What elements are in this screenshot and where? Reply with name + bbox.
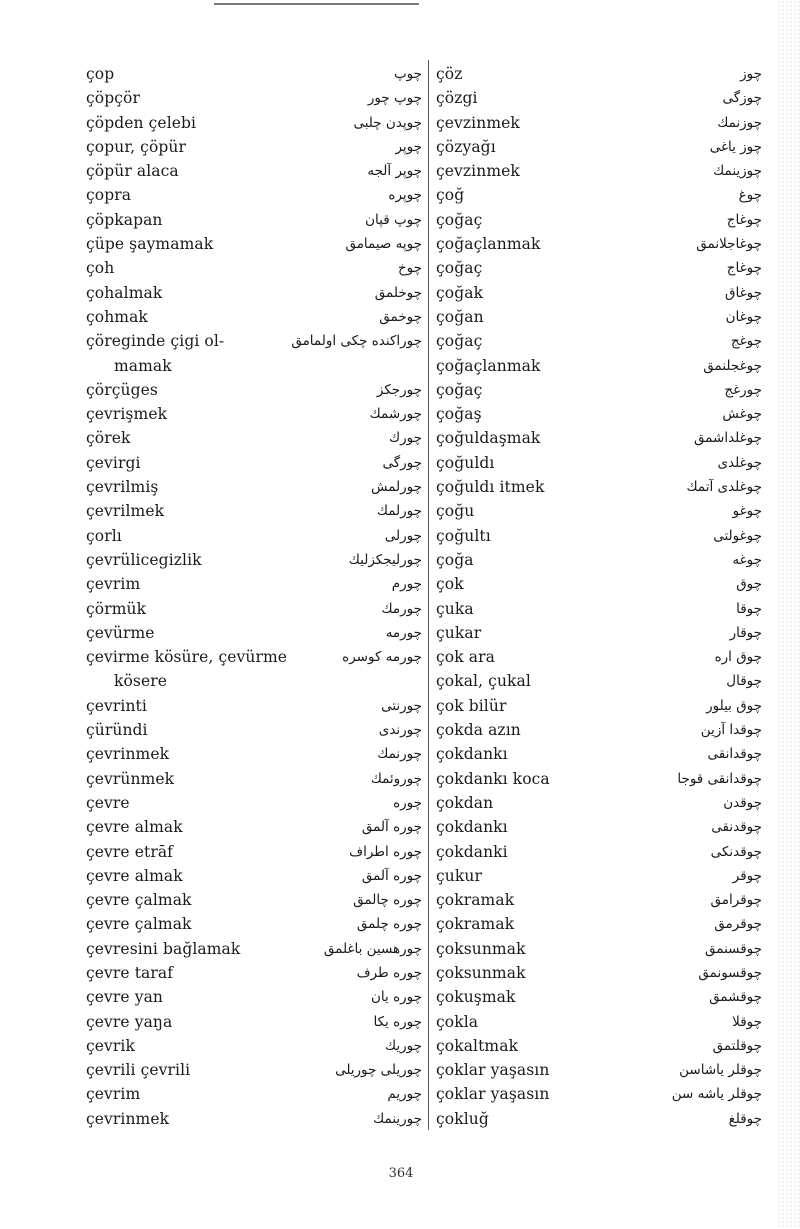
dictionary-entry [86,767,422,791]
dictionary-entry [436,1107,762,1131]
dictionary-entry [86,159,422,183]
dictionary-entry [436,256,762,280]
entry-turkish: çoğak [436,283,484,302]
dictionary-entry [436,402,762,426]
entry-ottoman: چوغه [732,551,762,568]
entry-ottoman: چوغلدی آتمك [686,479,762,496]
top-rule [214,3,419,5]
entry-ottoman: چوغلداشمق [693,430,762,447]
entry-turkish: çoğaç [436,332,483,351]
entry-turkish: çoklar yaşasın [436,1085,550,1104]
dictionary-entry [86,524,422,548]
entry-turkish: çevrülicegizlik [86,550,202,569]
entry-turkish: çevre yaŋa [86,1012,173,1031]
entry-ottoman: چورمه [385,624,422,641]
dictionary-entry [86,1058,422,1082]
entry-ottoman: چوره یان [371,989,422,1006]
entry-turkish: çevre taraf [86,963,174,982]
entry-ottoman: چوریك [385,1037,422,1054]
entry-turkish: çokluğ [436,1109,489,1128]
dictionary-entry [86,111,422,135]
entry-turkish: çoklar yaşasın [436,1061,550,1080]
entry-ottoman: چوقال [726,673,762,690]
entry-ottoman: چوریم [387,1086,422,1103]
dictionary-entry [86,305,422,329]
entry-turkish: kösere [114,672,168,691]
entry-ottoman: چوقلر یاشاسن [679,1062,762,1079]
dictionary-entry [86,912,422,936]
dictionary-entry [436,159,762,183]
entry-turkish: çöz [436,65,463,83]
dictionary-entry [86,937,422,961]
dictionary-entry [436,86,762,110]
dictionary-entry [436,572,762,596]
entry-turkish: çevrinmek [86,745,170,764]
dictionary-entry [436,524,762,548]
dictionary-entry [86,645,422,669]
dictionary-entry [436,767,762,791]
dictionary-entry [436,208,762,232]
dictionary-entry [86,378,422,402]
entry-ottoman: چوقلتمق [712,1037,762,1054]
entry-ottoman: چوروئمك [370,770,422,787]
entry-ottoman: چوغولتی [713,527,762,544]
entry-ottoman: چوره [393,794,422,811]
entry-turkish: çevrişmek [86,405,168,424]
left-column [86,62,422,1131]
entry-turkish: çevrilmek [86,502,165,521]
entry-ottoman: چورینمك [373,1110,422,1127]
entry-turkish: çokdankı [436,745,508,764]
entry-turkish: çoğuldı [436,453,495,472]
dictionary-entry [86,256,422,280]
dictionary-entry [86,354,422,378]
entry-ottoman: چورلی [384,527,422,544]
entry-turkish: mamak [114,356,172,375]
entry-ottoman: چورنمك [377,746,422,763]
entry-turkish: çevürme [86,623,155,642]
dictionary-entry [436,451,762,475]
entry-ottoman: چوغجلنمق [703,357,762,374]
dictionary-entry [436,475,762,499]
dictionary-entry [436,1034,762,1058]
entry-ottoman: چوقدانقی [707,746,762,763]
entry-ottoman: چورلمش [371,479,422,496]
entry-ottoman: چوریلی چوریلی [335,1062,422,1079]
entry-turkish: çörçüges [86,380,158,399]
entry-turkish: çoğaç [436,380,483,399]
entry-ottoman: چوقرمق [714,916,762,933]
entry-ottoman: چوقر [732,867,762,884]
dictionary-entry [436,815,762,839]
entry-turkish: çoğ [436,186,465,205]
entry-turkish: çöreginde çigi ol- [86,332,225,351]
entry-turkish: çözyağı [436,137,496,156]
entry-ottoman: چوراکنده چکی اولمامق [291,333,422,350]
entry-ottoman: چوقسونمق [698,964,762,981]
dictionary-entry [86,232,422,256]
entry-turkish: çoğaç [436,259,483,278]
entry-ottoman: چوقسنمق [705,940,762,957]
dictionary-entry [436,645,762,669]
dictionary-entry [436,1058,762,1082]
dictionary-entry [436,111,762,135]
entry-ottoman: چورنتی [381,697,422,714]
dictionary-entry [436,548,762,572]
entry-turkish: çevrik [86,1036,135,1055]
dictionary-entry [86,1082,422,1106]
entry-turkish: çevzinmek [436,162,520,181]
entry-turkish: çoksunmak [436,939,526,958]
dictionary-entry [436,840,762,864]
entry-turkish: çöpür alaca [86,162,179,181]
entry-turkish: çokuşmak [436,988,516,1007]
entry-turkish: çevre almak [86,866,183,885]
entry-ottoman: چوزنمك [717,114,762,131]
entry-ottoman: چورمه کوسره [342,649,422,666]
dictionary-entry [86,742,422,766]
dictionary-entry [436,354,762,378]
entry-ottoman: چوغاج [726,260,762,277]
entry-ottoman: چوقا [736,600,762,617]
entry-turkish: çoğaç [436,210,483,229]
entry-turkish: çevre [86,793,130,812]
dictionary-entry [436,597,762,621]
dictionary-entry [436,694,762,718]
dictionary-entry [86,135,422,159]
entry-ottoman: چوقلر یاشه سن [671,1086,762,1103]
dictionary-entry [436,791,762,815]
dictionary-entry [436,669,762,693]
entry-ottoman: چوق بیلور [706,697,762,714]
dictionary-entry [86,1010,422,1034]
entry-turkish: çevresini bağlamak [86,939,241,958]
entry-turkish: çevirgi [86,453,141,472]
entry-ottoman: چورلمك [376,503,422,520]
entry-turkish: çoğa [436,550,474,569]
entry-ottoman: چوپه صیمامق [345,236,422,253]
entry-ottoman: چوخ [397,260,422,277]
dictionary-entry [86,791,422,815]
entry-ottoman: چوره یکا [373,1013,422,1030]
entry-turkish: çöpkapan [86,210,163,229]
entry-turkish: çokla [436,1012,479,1031]
entry-ottoman: چوقلا [732,1013,762,1030]
entry-turkish: çukur [436,866,482,885]
entry-turkish: çözgi [436,89,478,108]
entry-ottoman: چوره طرف [356,964,422,981]
entry-turkish: çorlı [86,526,122,545]
entry-ottoman: چوغاجلانمق [696,236,762,253]
entry-turkish: çohmak [86,307,148,326]
dictionary-entry [86,815,422,839]
entry-turkish: çokda azın [436,721,521,740]
entry-turkish: çüründi [86,721,148,740]
dictionary-entry [436,888,762,912]
entry-ottoman: چوغلدی [717,454,762,471]
dictionary-entry [436,62,762,86]
dictionary-entry [436,1082,762,1106]
dictionary-entry [86,1107,422,1131]
entry-turkish: çevrilmiş [86,478,159,497]
entry-ottoman: چوره آلمق [361,819,422,836]
dictionary-entry [436,329,762,353]
entry-turkish: çok ara [436,648,495,667]
entry-ottoman: چوغاق [725,284,762,301]
dictionary-entry [86,1034,422,1058]
entry-ottoman: چوق اره [714,649,762,666]
entry-turkish: çok bilür [436,696,507,715]
entry-turkish: çöpçör [86,89,140,108]
entry-ottoman: چوقدنکی [710,843,762,860]
entry-turkish: çop [86,65,115,83]
entry-ottoman: چوره چالمق [353,892,422,909]
entry-ottoman: چوقدن [723,794,762,811]
dictionary-entry [86,985,422,1009]
dictionary-entry [436,961,762,985]
entry-turkish: çoh [86,259,115,278]
dictionary-entry [86,548,422,572]
entry-turkish: çevrünmek [86,769,175,788]
entry-ottoman: چورغج [724,381,762,398]
entry-ottoman: چوپ چور [367,90,422,107]
entry-turkish: çevre yan [86,988,163,1007]
entry-turkish: çoksunmak [436,963,526,982]
entry-turkish: çoğan [436,307,484,326]
entry-ottoman: چوپدن چلبی [353,114,422,131]
entry-ottoman: چورك [389,430,422,447]
entry-turkish: çörmük [86,599,147,618]
entry-turkish: çevre almak [86,818,183,837]
dictionary-entry [86,281,422,305]
dictionary-entry [86,597,422,621]
page-number: 364 [388,1166,414,1181]
dictionary-entry [86,208,422,232]
entry-turkish: çevrim [86,1085,141,1104]
entry-ottoman: چوپ قپان [365,211,422,228]
entry-turkish: çoğuldı itmek [436,478,545,497]
dictionary-entry [436,912,762,936]
entry-ottoman: چوخمق [379,308,422,325]
dictionary-entry [86,718,422,742]
entry-ottoman: چورمك [381,600,422,617]
entry-turkish: çevre etrāf [86,842,174,861]
dictionary-entry [86,62,422,86]
entry-ottoman: چوزینمك [713,163,762,180]
entry-ottoman: چوغج [730,333,762,350]
entry-turkish: çopur, çöpür [86,137,187,156]
dictionary-entry [86,888,422,912]
entry-turkish: çohalmak [86,283,163,302]
entry-turkish: çoğaş [436,405,482,424]
entry-turkish: çevrim [86,575,141,594]
entry-ottoman: چورشمك [369,406,422,423]
entry-turkish: çevrinti [86,696,147,715]
entry-ottoman: چوپر [395,138,422,155]
dictionary-entry [436,864,762,888]
dictionary-entry [436,742,762,766]
entry-turkish: çevirme kösüre, çevürme [86,648,288,667]
page-edge-speckle [777,0,800,1229]
entry-ottoman: چوغش [722,406,762,423]
entry-ottoman: چوزگی [722,90,762,107]
dictionary-entry [436,183,762,207]
entry-turkish: çokdan [436,793,494,812]
entry-turkish: çopra [86,186,132,205]
dictionary-entry [436,1010,762,1034]
entry-turkish: çevzinmek [436,113,520,132]
dictionary-entry [436,305,762,329]
column-divider [428,60,429,1130]
dictionary-entry [436,281,762,305]
entry-turkish: çörek [86,429,131,448]
entry-turkish: çokdankı koca [436,769,550,788]
entry-turkish: çüpe şaymamak [86,235,214,254]
dictionary-entry [86,694,422,718]
entry-ottoman: چوپره [388,187,422,204]
entry-ottoman: چوقشمق [709,989,762,1006]
entry-ottoman: چورجکز [376,381,422,398]
entry-turkish: çoğu [436,502,475,521]
dictionary-entry [436,985,762,1009]
dictionary-entry [436,426,762,450]
entry-ottoman: چورندی [378,722,422,739]
dictionary-entry [86,621,422,645]
entry-ottoman: چوز [740,66,762,82]
entry-ottoman: چوپ [393,66,422,82]
entry-ottoman: چورگی [382,454,422,471]
entry-ottoman: چوقار [729,624,762,641]
dictionary-entry [86,669,422,693]
entry-turkish: çokdanki [436,842,508,861]
entry-ottoman: چورلیجکزلیك [348,551,422,568]
entry-turkish: çokaltmak [436,1036,519,1055]
dictionary-entry [86,572,422,596]
dictionary-entry [86,840,422,864]
entry-ottoman: چوقدا آزین [700,722,762,739]
dictionary-entry [86,864,422,888]
entry-turkish: çevre çalmak [86,891,192,910]
entry-ottoman: چوغو [732,503,762,520]
entry-turkish: çukar [436,623,482,642]
entry-turkish: çöpden çelebi [86,113,197,132]
dictionary-entry [436,621,762,645]
dictionary-entry [86,86,422,110]
entry-turkish: çoğaçlanmak [436,356,541,375]
dictionary-entry [86,499,422,523]
entry-turkish: çokramak [436,915,515,934]
dictionary-entry [86,402,422,426]
entry-turkish: çevrili çevrili [86,1061,191,1080]
entry-ottoman: چوغاج [726,211,762,228]
entry-ottoman: چوغان [725,308,762,325]
dictionary-entry [436,937,762,961]
dictionary-entry [436,718,762,742]
entry-turkish: çokal, çukal [436,672,531,691]
entry-ottoman: چوره چلمق [356,916,422,933]
dictionary-entry [86,426,422,450]
dictionary-entry [86,475,422,499]
dictionary-entry [436,135,762,159]
entry-ottoman: چوقدانقی قوجا [677,770,762,787]
entry-turkish: çevrinmek [86,1109,170,1128]
entry-ottoman: چوقرامق [710,892,762,909]
entry-turkish: çoğuldaşmak [436,429,541,448]
entry-turkish: çokramak [436,891,515,910]
dictionary-entry [436,378,762,402]
entry-turkish: çokdankı [436,818,508,837]
entry-turkish: çoğaçlanmak [436,235,541,254]
entry-ottoman: چوغ [738,187,762,204]
dictionary-entry [86,961,422,985]
dictionary-entry [86,329,422,353]
entry-ottoman: چوره اطراف [349,843,422,860]
right-column [436,62,762,1131]
entry-ottoman: چوز یاغی [709,138,762,155]
entry-turkish: çoğultı [436,526,491,545]
dictionary-entry [86,451,422,475]
entry-ottoman: چوق [736,576,762,593]
entry-ottoman: چوقلغ [728,1110,762,1127]
entry-ottoman: چوپر آلجه [367,163,422,180]
dictionary-entry [436,499,762,523]
entry-ottoman: چورهسین باغلمق [323,940,422,957]
entry-ottoman: چوره آلمق [361,867,422,884]
dictionary-entry [86,183,422,207]
dictionary-entry [436,232,762,256]
entry-turkish: çok [436,575,464,594]
entry-turkish: çevre çalmak [86,915,192,934]
entry-ottoman: چوخلمق [374,284,422,301]
entry-turkish: çuka [436,599,474,618]
entry-ottoman: چورم [391,576,422,593]
entry-ottoman: چوقدنقی [711,819,762,836]
